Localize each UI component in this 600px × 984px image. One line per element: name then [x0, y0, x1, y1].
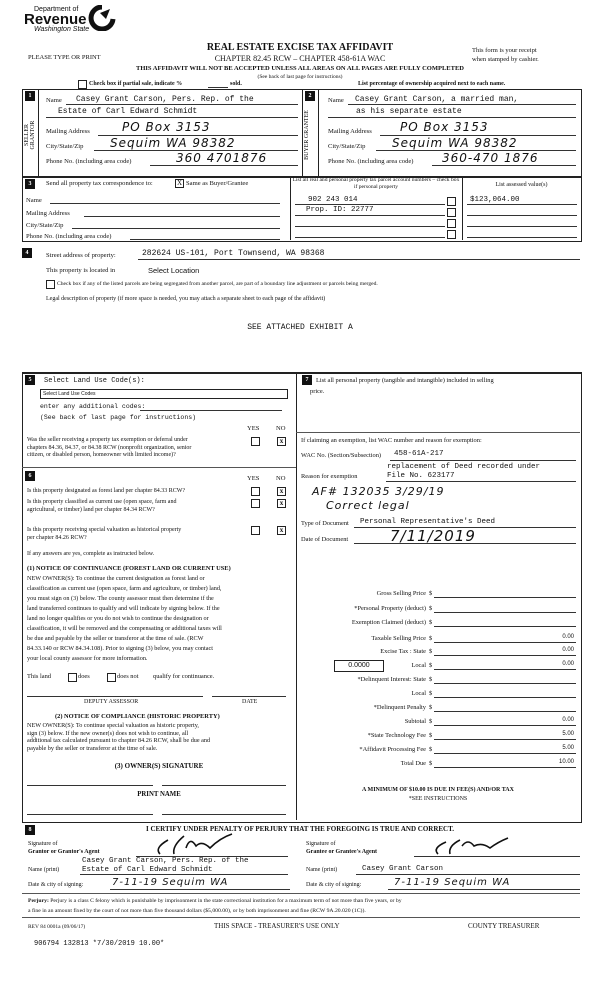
grantor-sig-label: Signature of [28, 841, 58, 847]
fee-value[interactable]: 0.00 [562, 647, 574, 653]
yes-header: YES [247, 475, 260, 482]
currency-sign: $ [429, 619, 433, 626]
fee-label: Exemption Claimed (deduct) [351, 619, 426, 626]
q-exemption-yes-checkbox[interactable] [251, 437, 260, 446]
print-name-field-2[interactable] [162, 814, 286, 815]
buyer-mail-field[interactable]: PO Box 3153 [400, 120, 489, 134]
historic-question: Is this property receiving special valuation as historical property per chapter 84.26 RCW? [27, 527, 182, 541]
exemption-question: Was the seller receiving a property tax exemption or deferral under chapters 84.36, 84.37, or 84.38 RCW (nonprofit organization, senior citizen, or disabled person, homeowner with limited income)? [27, 437, 192, 458]
historic-no-checkbox[interactable]: x [277, 526, 286, 535]
grantor-date-field[interactable]: 7-11-19 Sequim WA [112, 877, 229, 888]
fee-label: Subtotal [404, 718, 426, 725]
forest-no-checkbox[interactable]: x [277, 487, 286, 496]
partial-sale-label: Check box if partial sale, indicate % [89, 81, 183, 87]
fee-label: *Delinquent Interest: State [357, 676, 426, 683]
see-instructions: *SEE INSTRUCTIONS [408, 796, 468, 802]
minimum-note: A MINIMUM OF $10.00 IS DUE IN FEE(S) AND/OR TAX [362, 787, 514, 793]
fee-label: Excise Tax : State [380, 648, 426, 655]
perjury-text: Perjury: Perjury is a class C felony which is punishable by imprisonment in the state correctional institution for a maximum term of not more than five years, or by [28, 898, 402, 904]
does-qualify-checkbox[interactable] [68, 673, 77, 682]
logo-line2: Revenue [24, 11, 87, 28]
form-revision: REV 84 0001a (09/06/17) [28, 924, 86, 930]
no-header: NO [276, 475, 286, 482]
currency-sign: $ [429, 590, 433, 597]
receipt-note-2: when stamped by cashier. [472, 56, 539, 63]
grantee-agent-label: Grantee or Grantee's Agent [306, 849, 378, 855]
assessed-value[interactable]: $123,064.00 [470, 196, 520, 204]
qualify-label: qualify for continuance. [153, 673, 215, 680]
q-exemption-no-checkbox[interactable]: x [277, 437, 286, 446]
dor-logo-emblem-icon [88, 5, 116, 31]
grantor-name-field[interactable]: Casey Grant Carson, Pers. Rep. of the [82, 857, 249, 865]
section-5-badge: 5 [25, 375, 35, 385]
fee-label: *State Technology Fee [367, 732, 426, 739]
corr-city-field[interactable] [72, 228, 280, 229]
corr-phone-field[interactable] [130, 239, 280, 240]
personal-property-checkbox[interactable] [447, 197, 456, 206]
dor-logo [24, 6, 89, 33]
sold-label: sold. [230, 81, 242, 87]
county-treasurer-label: COUNTY TREASURER [468, 922, 540, 930]
street-field[interactable]: 282624 US-101, Port Townsend, WA 98368 [142, 249, 325, 258]
correspondence-label: Send all property tax correspondence to: [46, 180, 153, 187]
section-6-badge: 6 [25, 471, 35, 481]
receipt-note: This form is your receipt [472, 47, 537, 54]
section-8-badge: 8 [25, 825, 35, 835]
wac-label: WAC No. (Section/Subsection) [301, 452, 382, 459]
reason-label: Reason for exemption [301, 473, 358, 480]
parcel-number[interactable]: Prop. ID: 22777 [306, 206, 374, 214]
this-land-label: This land [27, 673, 51, 680]
personal-property-checkbox[interactable] [447, 208, 456, 217]
fee-label: *Personal Property (deduct) [354, 605, 426, 612]
does-not-qualify-checkbox[interactable] [107, 673, 116, 682]
personal-property-checkbox[interactable] [447, 230, 456, 239]
fee-label: Total Due [400, 760, 426, 767]
see-back-land-use: (See back of last page for instructions) [40, 414, 197, 421]
assessor-date-field[interactable] [212, 696, 286, 697]
seller-city-label: City/State/Zip [46, 143, 84, 150]
fee-label: *Affidavit Processing Fee [359, 746, 426, 753]
currency-sign: $ [429, 635, 433, 642]
seller-name-field[interactable]: Casey Grant Carson, Pers. Rep. of the [76, 95, 254, 104]
fee-label: Local [411, 662, 426, 669]
deputy-assessor-label: DEPUTY ASSESSOR [84, 699, 139, 705]
legal-desc-label: Legal description of property (if more space is needed, you may attach a separate sheet to each page of the affidavit) [46, 296, 326, 302]
notice-continuance-text: NEW OWNER(S): To continue the current designation as forest land or classification as current use (open space, farm and agriculture, or timber) land, you must sign on (3) below. The county assessor must then determine if the land transferred continues to qualify and will indicate by signing below. If the land no longer qualifies or you do not wish to continue the designation or classification, it will be removed and the compensating or additional taxes will be due and payable by the seller or transferor at the time of sale. (RCW 84.33.140 or RCW 84.34.108). Prior to signing (3) below, you may contact your local county assessor for more information. [27, 575, 222, 662]
form-title: REAL ESTATE EXCISE TAX AFFIDAVIT [206, 42, 394, 53]
fee-value[interactable]: 5.00 [562, 731, 574, 737]
doc-type-label: Type of Document [301, 520, 349, 527]
certify-statement: I CERTIFY UNDER PENALTY OF PERJURY THAT THE FOREGOING IS TRUE AND CORRECT. [145, 825, 454, 833]
grantor-agent-label: Grantor or Grantor's Agent [28, 849, 100, 855]
grantee-date-label: Date & city of signing: [306, 882, 362, 888]
fee-value[interactable]: 5.00 [562, 745, 574, 751]
seller-name-field-2[interactable]: Estate of Carl Edward Schmidt [58, 107, 198, 116]
grantor-name-field-2[interactable]: Estate of Carl Edward Schmidt [82, 866, 213, 874]
currency-sign: $ [429, 662, 433, 669]
personal-property-label-2: price. [310, 388, 325, 395]
seller-side-label: SELLER GRANTOR [24, 120, 36, 150]
currency-sign: $ [429, 648, 433, 655]
same-as-buyer-label: Same as Buyer/Grantee [186, 180, 249, 187]
forest-yes-checkbox[interactable] [251, 487, 260, 496]
no-header: NO [276, 425, 286, 432]
currency-sign: $ [429, 718, 433, 725]
seller-phone-label: Phone No. (including area code) [46, 158, 132, 165]
print-name-label: PRINT NAME [137, 791, 181, 798]
fee-label: Gross Selling Price [376, 590, 426, 597]
grantor-name-label: Name (print) [28, 867, 60, 873]
doc-date-field[interactable]: 7/11/2019 [390, 527, 476, 545]
grantee-signature-image [428, 834, 518, 856]
section-3-badge: 3 [25, 179, 35, 189]
seller-mail-label: Mailing Address [46, 128, 90, 135]
owner-signature-title: (3) OWNER(S) SIGNATURE [114, 762, 204, 770]
treasurer-use-label: THIS SPACE - TREASURER'S USE ONLY [214, 922, 340, 930]
buyer-name-field[interactable]: Casey Grant Carson, a married man, [355, 95, 519, 104]
seller-name-label: Name [46, 97, 62, 104]
please-type: PLEASE TYPE OR PRINT [28, 54, 101, 61]
yes-header: YES [247, 425, 260, 432]
ownership-note: List percentage of ownership acquired next to each name. [358, 81, 506, 87]
seller-city-field[interactable]: Sequim WA 98382 [110, 136, 236, 150]
personal-property-checkbox[interactable] [447, 219, 456, 228]
grantee-sig-label: Signature of [306, 841, 336, 847]
buyer-name-field-2[interactable]: as his separate estate [356, 107, 462, 116]
buyer-city-field[interactable]: Sequim WA 98382 [392, 136, 518, 150]
corr-name-label: Name [26, 197, 42, 204]
currency-sign: $ [429, 732, 433, 739]
grantee-date-field[interactable]: 7-11-19 Sequim WA [394, 877, 511, 888]
historic-yes-checkbox[interactable] [251, 526, 260, 535]
form-chapter: CHAPTER 82.45 RCW – CHAPTER 458-61A WAC [214, 54, 386, 63]
fee-value[interactable]: 10.00 [558, 759, 574, 765]
currency-sign: $ [429, 760, 433, 767]
corr-mail-field[interactable] [84, 216, 280, 217]
buyer-phone-field[interactable]: 360-470 1876 [442, 151, 539, 165]
warning-text: THIS AFFIDAVIT WILL NOT BE ACCEPTED UNLESS ALL AREAS ON ALL PAGES ARE FULLY COMPLETED [136, 65, 464, 72]
additional-codes-field[interactable] [140, 410, 282, 411]
street-label: Street address of property: [46, 252, 116, 259]
personal-property-label: List all personal property (tangible and intangible) included in selling [316, 377, 494, 384]
seller-mail-field[interactable]: PO Box 3153 [122, 120, 211, 134]
fee-label: Local [411, 690, 426, 697]
same-as-buyer-checkbox[interactable]: X [176, 179, 183, 187]
currency-sign: $ [429, 704, 433, 711]
grantor-signature-image [150, 832, 240, 856]
wac-field[interactable]: 458-61A-217 [394, 450, 444, 458]
current-use-yes-checkbox[interactable] [251, 499, 260, 508]
corr-city-label: City/State/Zip [26, 222, 64, 229]
notice-continuance-title: (1) NOTICE OF CONTINUANCE (FOREST LAND OR CURRENT USE) [27, 565, 231, 572]
buyer-side-label: BUYER GRANTEE [304, 110, 310, 160]
forest-land-question: Is this property designated as forest land per chapter 84.33 RCW? [27, 488, 186, 494]
current-use-question: Is this property classified as current use (open space, farm and agricultural, or timber) land per chapter 84.34 RCW? [27, 499, 177, 513]
currency-sign: $ [429, 690, 433, 697]
section-1-badge: 1 [25, 91, 35, 101]
segregated-checkbox[interactable] [46, 280, 55, 289]
notice-compliance-title: (2) NOTICE OF COMPLIANCE (HISTORIC PROPERTY) [55, 713, 220, 720]
deputy-assessor-field[interactable] [27, 696, 203, 697]
see-back-note: (See back of last page for instructions) [257, 74, 343, 80]
current-use-no-checkbox[interactable]: x [277, 499, 286, 508]
land-use-title: Select Land Use Code(s): [44, 377, 145, 385]
section-4-badge: 4 [22, 248, 32, 258]
currency-sign: $ [429, 676, 433, 683]
owner-signature-field[interactable] [27, 785, 153, 786]
reason-field[interactable]: replacement of Deed recorded under [387, 463, 541, 471]
currency-sign: $ [429, 746, 433, 753]
doc-type-field[interactable]: Personal Representative's Deed [360, 518, 496, 526]
if-yes-note: If any answers are yes, complete as instructed below. [27, 551, 155, 557]
located-label: This property is located in [46, 267, 116, 274]
exemption-prompt: If claiming an exemption, list WAC number and reason for exemption: [301, 437, 482, 444]
fee-value[interactable]: 0.00 [562, 661, 574, 667]
partial-sale-checkbox[interactable] [78, 80, 87, 89]
notice-compliance-text: NEW OWNER(S): To continue special valuation as historic property, sign (3) below. If the new owner(s) does not wish to continue, all additional tax calculated pursuant to chapter 84.26 RCW, shall be due and payable by the seller or transferor at the time of sale. [27, 722, 211, 752]
seller-phone-field[interactable]: 360 4701876 [176, 151, 268, 165]
fee-value[interactable]: 0.00 [562, 717, 574, 723]
fee-label: Taxable Selling Price [371, 635, 426, 642]
corr-mail-label: Mailing Address [26, 210, 70, 217]
logo-line3: Washington State [34, 26, 90, 33]
buyer-mail-label: Mailing Address [328, 128, 372, 135]
buyer-city-label: City/State/Zip [328, 143, 366, 150]
parcel-number[interactable]: 902 243 014 [308, 196, 358, 204]
fee-label: *Delinquent Penalty [373, 704, 426, 711]
partial-pct-field[interactable] [208, 87, 228, 88]
handwritten-note-2: Correct legal [326, 499, 410, 512]
does-label: does [78, 673, 90, 680]
grantee-signature-field[interactable] [414, 856, 580, 857]
parcel-header: List all real and personal property tax parcel account numbers – check box if personal property [292, 177, 460, 190]
does-not-label: does not [117, 673, 139, 680]
segregated-label: Check box if any of the listed parcels are being segregated from another parcel, are part of a boundary line adjustment or parcels being merged. [57, 281, 378, 287]
local-rate-field[interactable]: 0.0000 [334, 660, 384, 672]
section-2-badge: 2 [305, 91, 315, 101]
doc-date-label: Date of Document [301, 536, 349, 543]
perjury-text-2: a fine in an amount fixed by the court of not more than five thousand dollars ($5,000.00), or by both imprisonment and fine (RCW 9A.20.020 (1C)). [28, 908, 366, 914]
corr-name-field[interactable] [50, 203, 280, 204]
section-7-badge: 7 [302, 375, 312, 385]
logo-line1: Department of [34, 6, 79, 13]
assessor-date-label: DATE [242, 699, 258, 705]
grantor-date-label: Date & city of signing: [28, 882, 84, 888]
grantee-name-field[interactable]: Casey Grant Carson [362, 865, 444, 873]
print-name-field[interactable] [27, 814, 153, 815]
owner-signature-field-2[interactable] [162, 785, 286, 786]
corr-phone-label: Phone No. (including area code) [26, 233, 112, 240]
buyer-phone-label: Phone No. (including area code) [328, 158, 414, 165]
grantee-name-label: Name (print) [306, 867, 338, 873]
location-select[interactable]: Select Location [148, 266, 200, 275]
value-header: List assessed value(s) [495, 182, 548, 188]
fee-value[interactable]: 0.00 [562, 634, 574, 640]
legal-description[interactable]: SEE ATTACHED EXHIBIT A [247, 323, 353, 332]
currency-sign: $ [429, 605, 433, 612]
additional-codes-label: enter any additional codes: [40, 403, 146, 410]
reason-field-2[interactable]: File No. 623177 [387, 472, 455, 480]
buyer-name-label: Name [328, 97, 344, 104]
land-use-select[interactable]: Select Land Use Codes [40, 389, 288, 399]
cashier-stamp: 906794 132813 *7/30/2019 10.00* [34, 940, 165, 948]
handwritten-note: AF# 132035 3/29/19 [312, 485, 445, 498]
